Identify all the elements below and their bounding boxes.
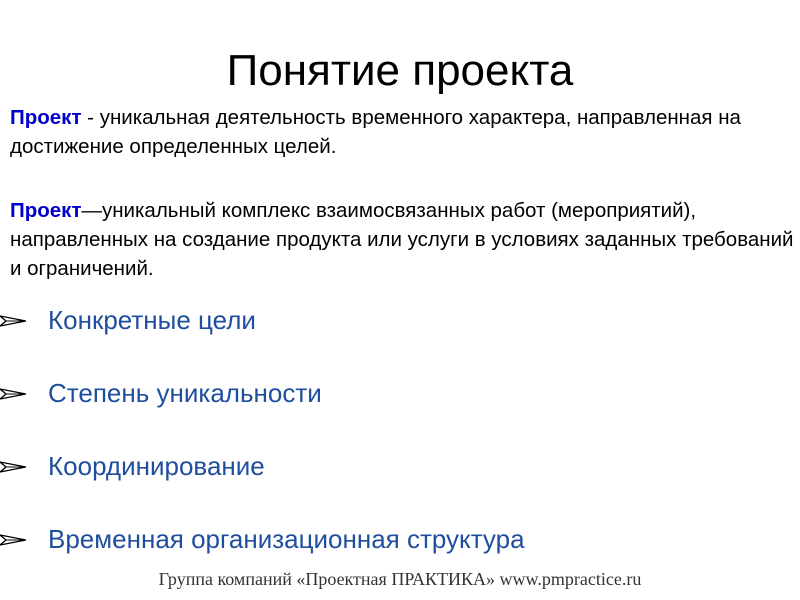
definition-term: Проект — [10, 105, 82, 129]
definition-text: —уникальный комплекс взаимосвязанных работ (мероприятий), направленных на создание продукта или услуги в условиях заданных требований и ограничений. — [10, 198, 794, 280]
bullet-item — [0, 375, 800, 448]
arrow-bullet-icon — [0, 313, 26, 329]
bullet-item — [0, 302, 800, 375]
arrow-bullet-icon — [0, 386, 26, 402]
bullet-text: Степень уникальности — [48, 378, 322, 408]
bullet-text: Конкретные цели — [48, 305, 256, 335]
definition-term: Проект — [10, 198, 82, 222]
bullet-text: Координирование — [48, 451, 265, 481]
definition-2 — [10, 196, 795, 283]
definition-text: - уникальная деятельность временного характера, направленная на достижение определенных целей. — [10, 105, 741, 158]
definition-1 — [10, 103, 795, 161]
slide-title: Понятие проекта — [226, 46, 574, 96]
footer-credit: Группа компаний «Проектная ПРАКТИКА» www.pmpractice.ru — [158, 569, 642, 589]
bullet-text: Временная организационная структура — [48, 524, 525, 554]
arrow-bullet-icon — [0, 459, 26, 475]
arrow-bullet-icon — [0, 532, 26, 548]
bullet-list — [0, 302, 800, 594]
bullet-item — [0, 448, 800, 521]
